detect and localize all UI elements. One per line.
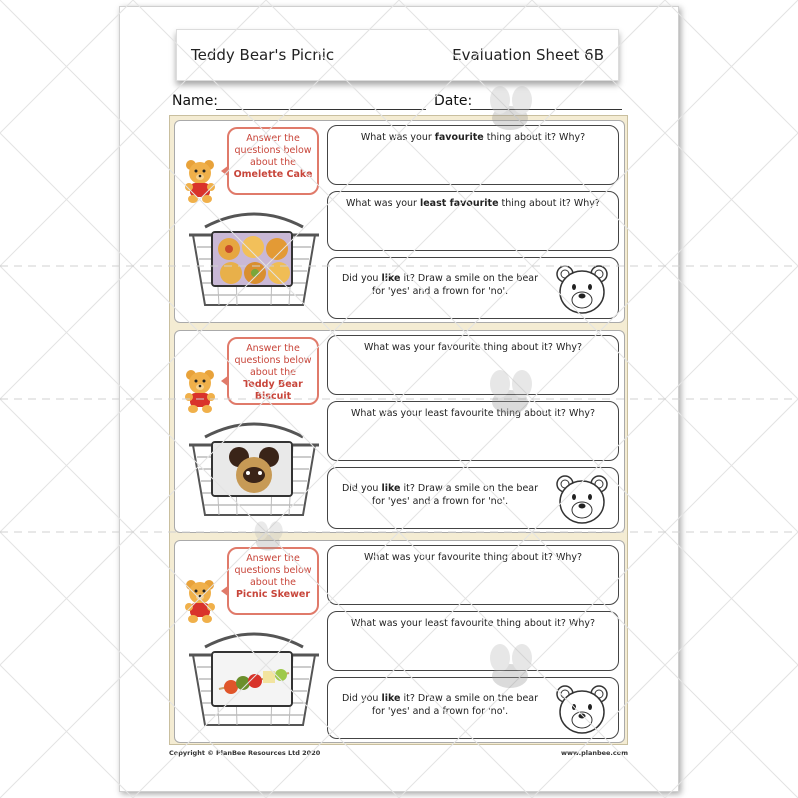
prompt-bubble	[227, 127, 319, 195]
worksheet-title: Teddy Bear's Picnic	[191, 46, 335, 64]
question-text-end: thing about it? Why?	[483, 132, 586, 143]
food-name: Teddy Bear Biscuit	[243, 379, 303, 402]
question-text: Did you	[341, 483, 382, 494]
omelette-cake-photo	[211, 231, 293, 287]
name-label: Name:	[172, 93, 219, 109]
prompt-text: Answer the questions below about the	[234, 553, 312, 588]
worksheet-page	[119, 6, 679, 792]
title-card	[176, 29, 619, 81]
question-like-box[interactable]	[327, 467, 619, 529]
question-text: What was your	[360, 132, 435, 143]
page-footer	[169, 749, 628, 761]
question-emphasis: like	[381, 483, 401, 494]
question-text: What was your least favourite thing about it? Why?	[350, 618, 596, 629]
bee-watermark-icon	[470, 84, 550, 144]
copyright-text: Copyright © PlanBee Resources Ltd 2020	[169, 749, 321, 757]
question-text-end: it? Draw a smile on the bear for 'yes' and a frown for 'no'.	[371, 273, 539, 297]
website-text: www.planbee.com	[561, 749, 628, 757]
section-picnic-skewer	[174, 540, 625, 743]
question-least-favourite-box[interactable]	[327, 191, 619, 251]
question-text-block	[340, 272, 540, 298]
bee-watermark-icon	[240, 520, 296, 560]
food-name: Omelette Cake	[233, 169, 313, 180]
question-text: Did you	[341, 693, 382, 704]
question-text: What was your least favourite thing about it? Why?	[350, 408, 596, 419]
question-emphasis: like	[381, 693, 401, 704]
question-emphasis: like	[381, 273, 401, 284]
blank-bear-face-icon[interactable]	[554, 682, 610, 736]
blank-bear-face-icon[interactable]	[554, 472, 610, 526]
prompt-bubble	[227, 337, 319, 405]
section-omelette-cake	[174, 120, 625, 323]
section-teddy-bear-biscuit	[174, 330, 625, 533]
bee-watermark-icon	[470, 368, 550, 428]
sheet-label: Evaluation Sheet 6B	[452, 46, 604, 64]
bee-watermark-icon	[470, 642, 550, 702]
teddy-bear-icon	[181, 157, 219, 203]
question-text-block	[340, 482, 540, 508]
teddy-bear-icon	[181, 577, 219, 623]
question-emphasis: least favourite	[419, 198, 499, 209]
question-text: What was your favourite thing about it? Why?	[363, 342, 583, 353]
prompt-text: Answer the questions below about the	[234, 133, 312, 168]
question-text: Did you	[341, 273, 382, 284]
name-date-row	[172, 93, 632, 115]
prompt-text: Answer the questions below about the	[234, 343, 312, 378]
question-text: What was your	[346, 198, 420, 209]
question-text: What was your favourite thing about it? Why?	[363, 552, 583, 563]
date-label: Date:	[434, 93, 473, 109]
food-name: Picnic Skewer	[235, 589, 311, 600]
question-text-end: it? Draw a smile on the bear for 'yes' and a frown for 'no'.	[371, 483, 539, 507]
question-favourite-box[interactable]	[327, 545, 619, 605]
evaluation-frame	[169, 115, 628, 745]
teddy-bear-biscuit-photo	[211, 441, 293, 497]
question-emphasis: favourite	[434, 132, 484, 143]
question-text-end: it? Draw a smile on the bear for 'yes' and a frown for 'no'.	[371, 693, 539, 717]
question-like-box[interactable]	[327, 257, 619, 319]
name-field[interactable]	[216, 109, 426, 110]
teddy-bear-icon	[181, 367, 219, 413]
picnic-skewer-photo	[211, 651, 293, 707]
question-text-end: thing about it? Why?	[498, 198, 600, 209]
blank-bear-face-icon[interactable]	[554, 262, 610, 316]
